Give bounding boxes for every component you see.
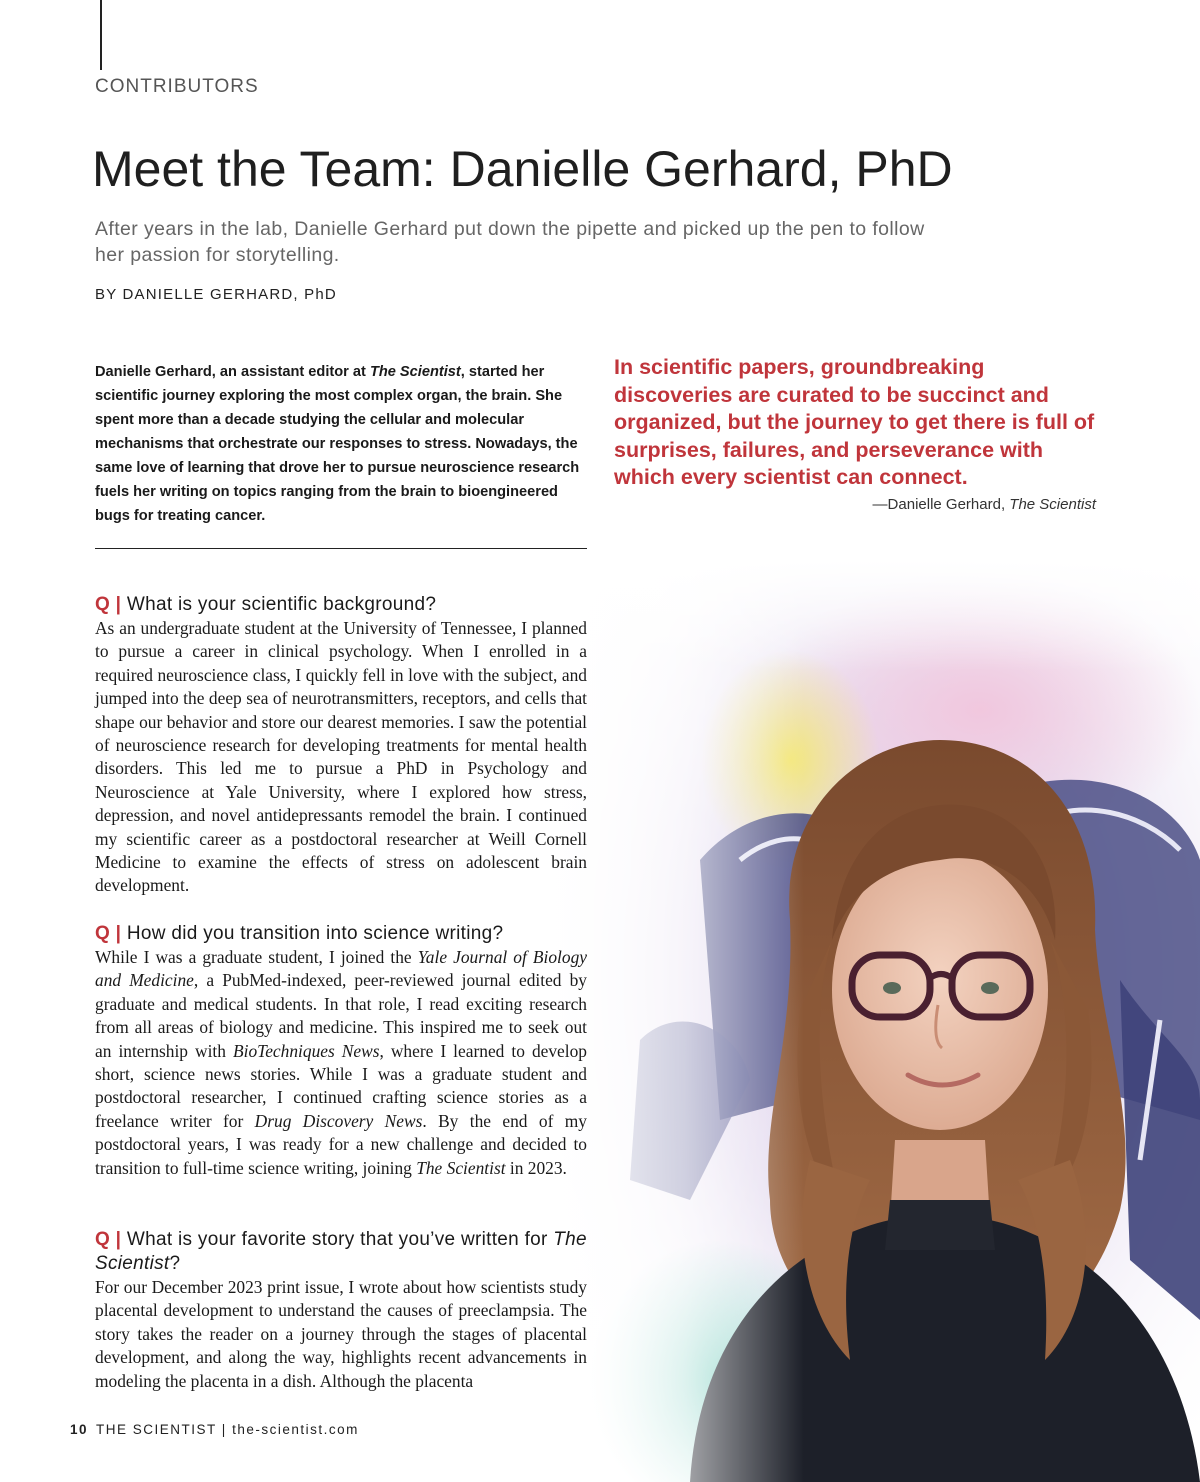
page-number: 10 (70, 1422, 89, 1437)
portrait-photo (540, 560, 1200, 1482)
pull-quote-attribution (873, 496, 1096, 513)
question-2 (95, 922, 587, 946)
question-publication: The Scientist (95, 1229, 587, 1274)
publication-name: Drug Discovery News (254, 1110, 423, 1131)
answer-text: , a PubMed-indexed, peer-reviewed journal edited by graduate and medical students. In that role, I read exciting research from all areas of biology and medicine. This inspired me to seek out an internship with (95, 970, 587, 1061)
question-marker: Q | (95, 1229, 122, 1250)
answer-text: in 2023. (505, 1157, 567, 1178)
page-footer (70, 1422, 359, 1437)
intro-lead: Danielle Gerhard, an assistant editor at (95, 364, 370, 380)
publication-name: BioTechniques News (232, 1040, 380, 1061)
question-text: What is your favorite story that you’ve written for (126, 1229, 554, 1250)
question-1 (95, 593, 587, 617)
intro-paragraph (95, 360, 587, 528)
question-marker: Q | (95, 594, 122, 615)
question-3 (95, 1228, 587, 1276)
portrait-illustration (540, 560, 1200, 1482)
section-label: CONTRIBUTORS (95, 76, 259, 97)
article-title: Meet the Team: Danielle Gerhard, PhD (92, 141, 953, 197)
answer-1: As an undergraduate student at the University of Tennessee, I planned to pursue a career in clinical psychology. When I enrolled in a required neuroscience class, I quickly fell in love with the subject, and jumped into the deep sea of neurotransmitters, receptors, and cells that shape our behavior and store our dearest memories. I saw the potential of neuroscience research for developing treatments for mental health disorders. This led me to pursue a PhD in Psychology and Neuroscience at Yale University, where I explored how stress, depression, and novel antidepressants remodel the brain. I continued my scientific career as a postdoctoral researcher at Weill Cornell Medicine to examine the effects of stress on adolescent brain development. (95, 618, 587, 896)
answer-3: For our December 2023 print issue, I wrote about how scientists study placental development to understand the causes of preeclampsia. The story takes the reader on a journey through the stages of placental development, and along the way, highlights recent advancements in modeling the placenta in a dish. Although the placenta (95, 1277, 587, 1391)
answer-2 (95, 946, 587, 1180)
question-marker: Q | (95, 923, 122, 944)
attribution-publication: The Scientist (1009, 496, 1096, 513)
qa-block-2 (95, 922, 587, 1180)
magazine-name: THE SCIENTIST (96, 1422, 217, 1437)
footer-separator: | (216, 1422, 233, 1437)
question-text: What is your scientific background? (126, 594, 437, 615)
article-deck: After years in the lab, Danielle Gerhard put down the pipette and picked up the pen to follow her passion for storytelling. (95, 218, 925, 266)
qa-block-1 (95, 593, 587, 898)
byline: BY DANIELLE GERHARD, PhD (95, 286, 337, 303)
intro-rest: , started her scientific journey exploring the most complex organ, the brain. She spent more than a decade studying the cellular and molecular mechanisms that orchestrate our responses to stress. Nowadays, the same love of learning that drove her to pursue neuroscience research fuels her writing on topics ranging from the brain to bioengineered bugs for treating cancer. (95, 364, 580, 524)
answer-text: . By the end of my postdoctoral years, I was ready for a new challenge and decided to transition to full-time science writing, joining (95, 1110, 587, 1178)
attribution-name: —Danielle Gerhard, (872, 496, 1010, 513)
intro-publication: The Scientist (369, 364, 461, 380)
answer-text: , where I learned to develop short, science news stories. While I was a graduate student and postdoctoral researcher, I continued crafting science stories as a freelance writer for (95, 1040, 587, 1131)
question-end: ? (169, 1253, 181, 1274)
intro-divider (95, 548, 587, 549)
answer-text: While I was a graduate student, I joined the (95, 947, 418, 967)
top-vertical-rule (100, 0, 102, 70)
qa-block-3 (95, 1228, 587, 1393)
journal-name: Yale Journal of Biology and Medicine (95, 947, 587, 991)
pull-quote: In scientific papers, groundbreaking discoveries are curated to be succinct and organized, but the journey to get there is full of surprises, failures, and perseverance with which every scientist can connect. (614, 355, 1095, 489)
question-text: How did you transition into science writing? (126, 923, 504, 944)
publication-name: The Scientist (416, 1157, 506, 1178)
footer-url[interactable]: the-scientist.com (232, 1422, 359, 1437)
